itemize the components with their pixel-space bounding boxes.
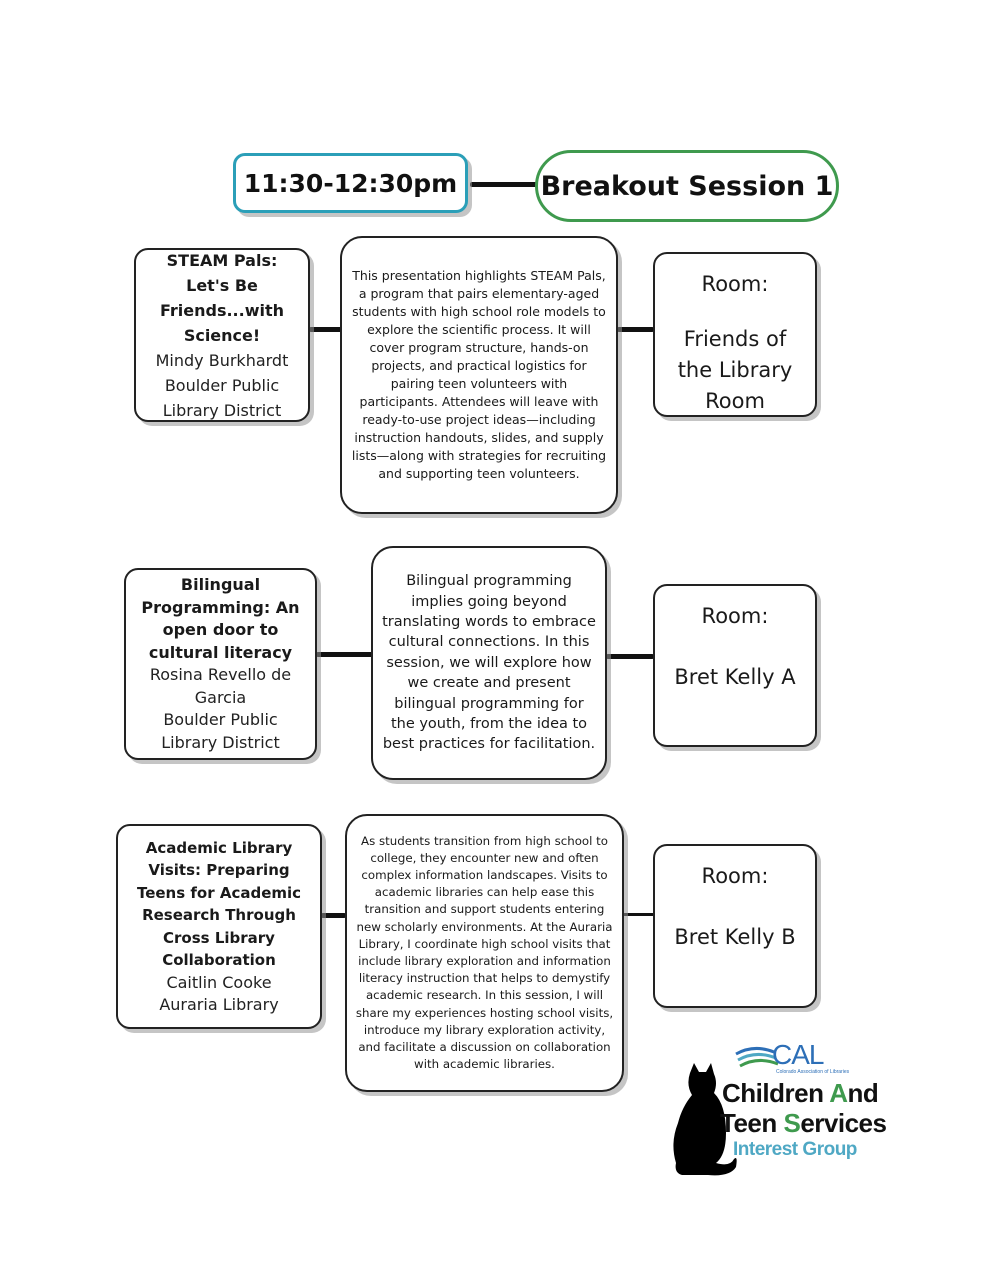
session-1-presenter: Mindy Burkhardt	[155, 350, 289, 370]
session-2-description: Bilingual programming implies going beyond translating words to embrace cultural connections. In this session, we will explore how we create and present bilingual programming for the youth, from the idea to best practices for facilitation.	[382, 573, 596, 753]
session-3-organization: Auraria Library	[159, 995, 279, 1014]
session-1-description: This presentation highlights STEAM Pals, a program that pairs elementary-aged students with high school role models to explore the scientific process. It will cover program structure, hands-on projects, and practical logistics for pairing teen volunteers with participants. Attendees will leave with ready-to-use project ideas—including instruction handouts, slides, and supply lists—along with strategies for recruiting and supporting teen volunteers.	[351, 268, 607, 481]
session-3-description-box	[345, 814, 624, 1092]
connector-row3-left	[321, 913, 346, 918]
session-3-room: Bret Kelly B	[674, 925, 796, 949]
time-badge	[233, 153, 468, 213]
connector-row3-right	[623, 913, 654, 916]
session-3-title: Academic Library Visits: Preparing Teens for Academic Research Through Cross Library Collaboration	[136, 838, 302, 969]
session-3-description: As students transition from high school to college, they encounter new and often complex information landscapes. Visits to academic libraries can help ease this transition and support students entering new scholarly environments. At the Auraria Library, I coordinate high school visits that include library exploration and information literacy instruction that helps to demystify academic research. In this session, I will share my experiences hosting school visits, introduce my library exploration activity, and facilitate a discussion on collaboration with academic libraries.	[355, 833, 614, 1072]
session-1-room-label: Room:	[701, 272, 769, 296]
session-2-presenter: Rosina Revello de Garcia	[149, 665, 292, 707]
logo-line-1: Children And	[722, 1078, 879, 1108]
cal-logo-text: CAL	[772, 1039, 824, 1070]
session-1-title-box	[134, 248, 310, 422]
session-2-description-box	[371, 546, 607, 780]
session-2-title-box	[124, 568, 317, 760]
session-3-room-box	[653, 844, 817, 1008]
session-2-room: Bret Kelly A	[674, 665, 796, 689]
session-label: Breakout Session 1	[540, 170, 834, 202]
connector-header	[470, 182, 540, 187]
session-1-title: STEAM Pals: Let's Be Friends...with Science!	[159, 250, 285, 345]
session-badge	[535, 150, 839, 222]
logo-line-2: Teen Services	[720, 1108, 887, 1138]
session-3-title-box	[116, 824, 322, 1029]
connector-row1-left	[309, 327, 342, 332]
session-3-room-label: Room:	[701, 864, 769, 888]
time-label: 11:30-12:30pm	[243, 168, 458, 198]
session-1-room-box	[653, 252, 817, 417]
session-1-description-box	[340, 236, 618, 514]
session-1-organization: Boulder Public Library District	[162, 375, 282, 420]
session-2-title: Bilingual Programming: An open door to cultural literacy	[141, 575, 300, 662]
session-2-room-label: Room:	[701, 604, 769, 628]
session-2-organization: Boulder Public Library District	[161, 710, 280, 752]
session-1-room: Friends of the Library Room	[677, 327, 793, 413]
cats-logo	[668, 1038, 918, 1178]
connector-row1-right	[617, 327, 654, 332]
connector-row2-right	[606, 654, 654, 659]
connector-row2-left	[316, 652, 373, 657]
logo-line-3: Interest Group	[733, 1139, 857, 1160]
session-2-room-box	[653, 584, 817, 747]
session-3-presenter: Caitlin Cooke	[166, 972, 272, 992]
cal-logo-subtext: Colorado Association of Libraries	[776, 1069, 850, 1075]
